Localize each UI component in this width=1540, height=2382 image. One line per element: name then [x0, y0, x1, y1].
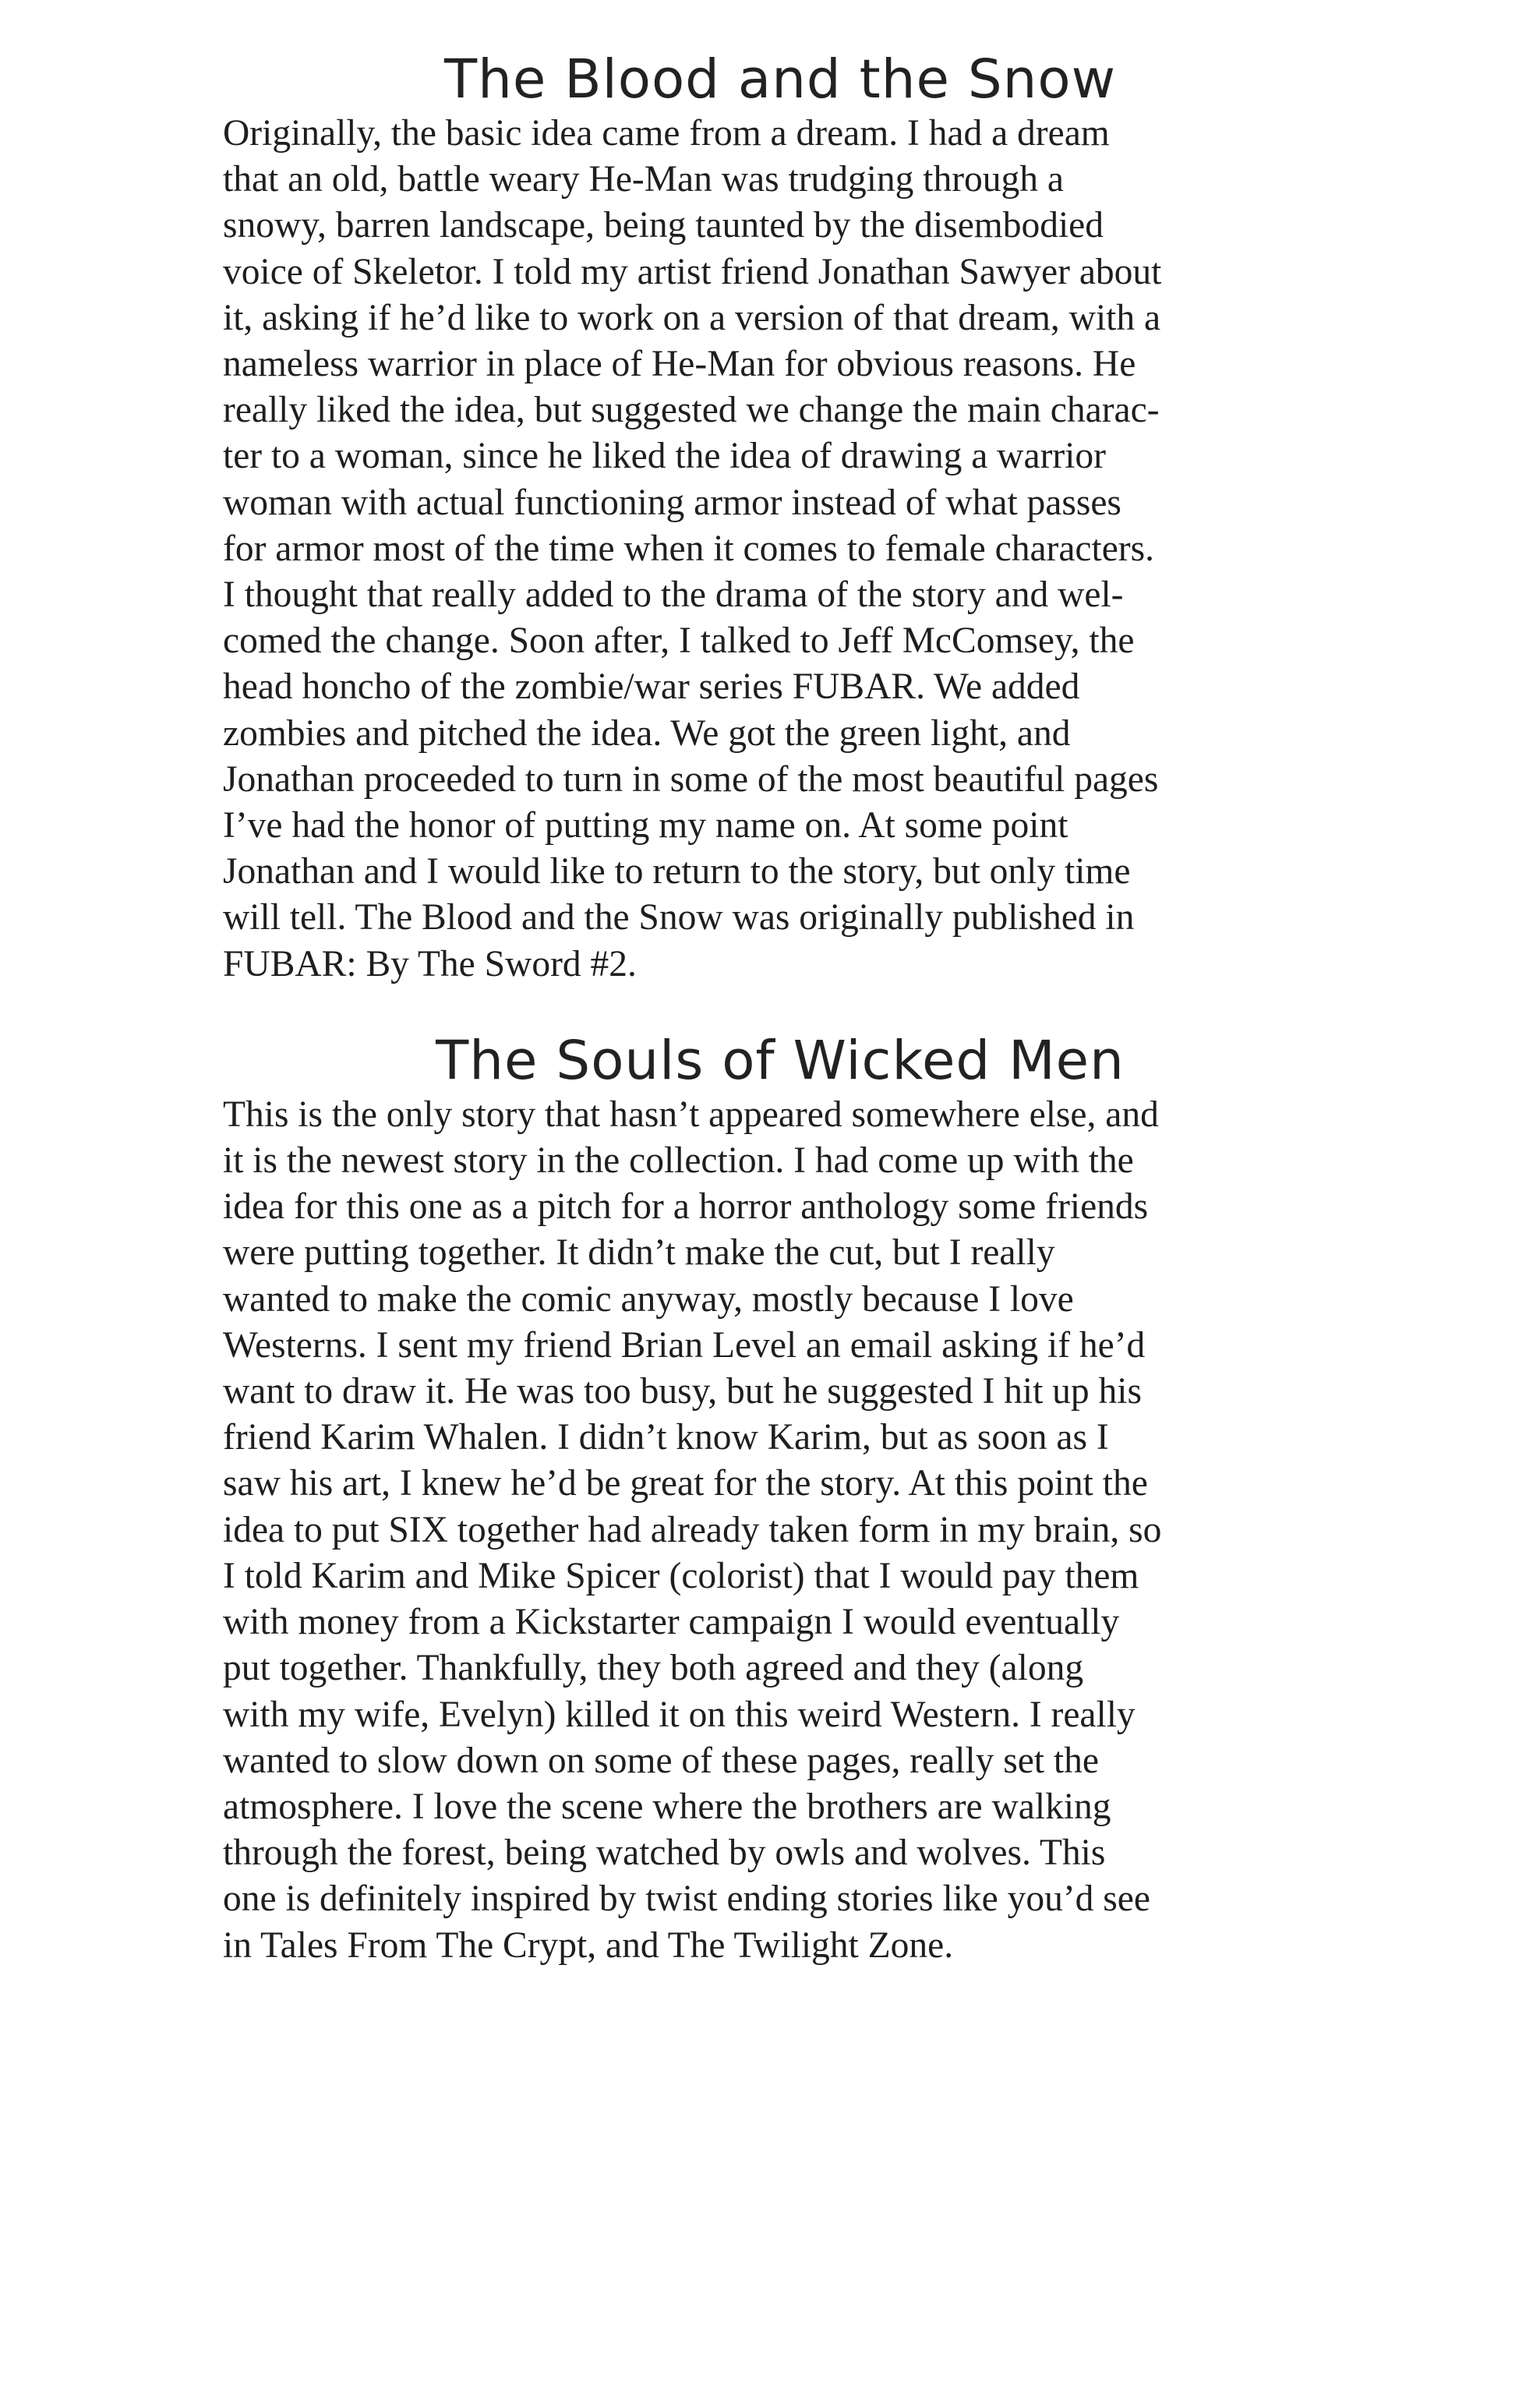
text-line: want to draw it. He was too busy, but he suggested I hit up his — [223, 1371, 1142, 1412]
text-line: voice of Skeletor. I told my artist friend Jonathan Sawyer about — [223, 251, 1162, 292]
text-line: This is the only story that hasn’t appeared somewhere else, and — [223, 1094, 1159, 1135]
text-line: zombies and pitched the idea. We got the green light, and — [223, 712, 1071, 754]
text-line: for armor most of the time when it comes to female characters. — [223, 528, 1154, 569]
text-line: I thought that really added to the drama of the story and wel- — [223, 574, 1124, 616]
text-line: saw his art, I knew he’d be great for the story. At this point the — [223, 1463, 1148, 1504]
text-line: FUBAR: By The Sword #2. — [223, 943, 637, 984]
text-line: with my wife, Evelyn) killed it on this weird Western. I really — [223, 1694, 1136, 1735]
text-line: I’ve had the honor of putting my name on. At some point — [223, 805, 1068, 846]
text-line: I told Karim and Mike Spicer (colorist) that I would pay them — [223, 1555, 1139, 1596]
text-line: nameless warrior in place of He-Man for obvious reasons. He — [223, 344, 1136, 385]
text-line: wanted to make the comic anyway, mostly because I love — [223, 1278, 1074, 1320]
section-title: The Souls of Wicked Men — [436, 1029, 1125, 1092]
text-line: Westerns. I sent my friend Brian Level an email asking if he’d — [223, 1324, 1146, 1366]
section-title: The Blood and the Snow — [443, 48, 1117, 111]
text-line: will tell. The Blood and the Snow was originally published in — [223, 897, 1135, 938]
text-line: with money from a Kickstarter campaign I would eventually — [223, 1602, 1120, 1643]
section-body — [223, 111, 1337, 988]
text-line: Originally, the basic idea came from a dream. I had a dream — [223, 113, 1110, 154]
text-line: Jonathan and I would like to return to the story, but only time — [223, 851, 1131, 892]
text-line: comed the change. Soon after, I talked to Jeff McComsey, the — [223, 620, 1135, 662]
text-line: ter to a woman, since he liked the idea of drawing a warrior — [223, 436, 1106, 477]
text-line: were putting together. It didn’t make the cut, but I really — [223, 1232, 1055, 1274]
text-line: put together. Thankfully, they both agreed and they (along — [223, 1648, 1084, 1689]
text-line: snowy, barren landscape, being taunted by the disembodied — [223, 205, 1104, 246]
text-line: it is the newest story in the collection. I had come up with the — [223, 1140, 1134, 1182]
section-body — [223, 1092, 1337, 1969]
text-line: atmosphere. I love the scene where the brothers are walking — [223, 1786, 1111, 1827]
text-line: in Tales From The Crypt, and The Twilight Zone. — [223, 1924, 954, 1966]
text-line: Jonathan proceeded to turn in some of the most beautiful pages — [223, 758, 1159, 800]
text-line: through the forest, being watched by owls and wolves. This — [223, 1832, 1106, 1874]
text-line: head honcho of the zombie/war series FUBAR. We added — [223, 666, 1080, 708]
text-line: wanted to slow down on some of these pages, really set the — [223, 1740, 1099, 1781]
text-line: friend Karim Whalen. I didn’t know Karim, but as soon as I — [223, 1417, 1109, 1458]
section-souls-of-wicked-men — [223, 1030, 1337, 1969]
text-line: idea for this one as a pitch for a horror anthology some friends — [223, 1186, 1149, 1228]
text-line: that an old, battle weary He-Man was trudging through a — [223, 159, 1065, 200]
text-line: one is definitely inspired by twist ending stories like you’d see — [223, 1878, 1150, 1920]
text-line: woman with actual functioning armor instead of what passes — [223, 482, 1121, 523]
text-line: it, asking if he’d like to work on a version of that dream, with a — [223, 297, 1161, 338]
text-line: idea to put SIX together had already taken form in my brain, so — [223, 1509, 1162, 1550]
document-page — [223, 48, 1337, 1969]
section-blood-and-snow — [223, 48, 1337, 988]
text-line: really liked the idea, but suggested we change the main charac- — [223, 390, 1160, 431]
